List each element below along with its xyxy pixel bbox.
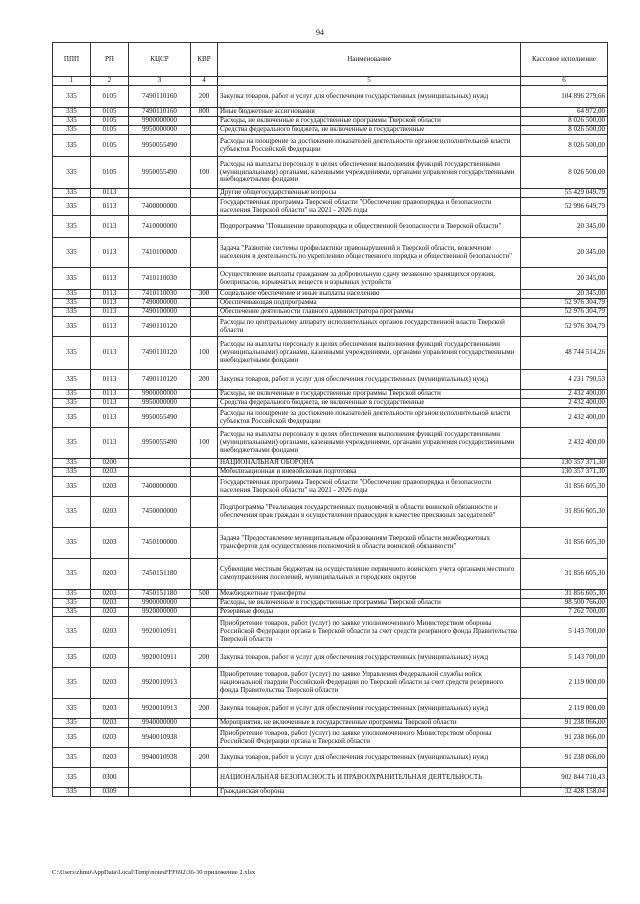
cell-kcsr: 9900000000: [129, 117, 191, 126]
table-row: [53, 370, 608, 390]
cell-amount: 7 262 700,00: [521, 608, 608, 617]
table-row: [53, 728, 608, 748]
cell-kcsr: 7490100000: [129, 308, 191, 317]
cell-rp: 0203: [91, 497, 129, 528]
cell-kcsr: [129, 768, 191, 788]
cell-ppp: 335: [53, 337, 91, 370]
cell-kvr: [191, 728, 218, 748]
cell-name: Осуществление выплаты гражданам за добровольную сдачу незаконно хранящихся оружия, боеприпасов, взрывчатых веществ и взрывных устройств: [218, 268, 521, 290]
header-row: [53, 43, 608, 77]
cell-kvr: [191, 608, 218, 617]
table-row: [53, 216, 608, 238]
cell-ppp: 335: [53, 477, 91, 497]
cell-amount: 31 856 605,30: [521, 497, 608, 528]
table-row: [53, 268, 608, 290]
cell-name: Мобилизационная и вневойсковая подготовка: [218, 468, 521, 477]
cell-kcsr: 9950055490: [129, 135, 191, 157]
cell-amount: 130 357 371,30: [521, 468, 608, 477]
table-row: [53, 390, 608, 399]
cell-kvr: [191, 599, 218, 608]
cell-kcsr: 9950055490: [129, 408, 191, 428]
table-row: [53, 428, 608, 459]
cell-kvr: [191, 189, 218, 198]
cell-rp: 0200: [91, 459, 129, 468]
cell-ppp: 335: [53, 648, 91, 668]
cell-name: Расходы на поощрение за достижение показателей деятельности органов исполнительной власти субъектов Российской Федерации: [218, 135, 521, 157]
cell-name: Задача "Предоставление муниципальным образованиям Тверской области межбюджетных трансфертов для осуществления полномочий в области воинской обязанности": [218, 528, 521, 559]
table-row: [53, 719, 608, 728]
cell-rp: 0203: [91, 608, 129, 617]
cell-ppp: 335: [53, 788, 91, 797]
cell-ppp: 335: [53, 528, 91, 559]
cell-kcsr: 9920010911: [129, 648, 191, 668]
cell-kcsr: 7410110030: [129, 290, 191, 299]
cell-name: Расходы на выплаты персоналу в целях обеспечения выполнения функций государственными (муниципальными) органами, казенными учреждениями, органами управления государственными внебюджетными фондами: [218, 157, 521, 189]
table-row: [53, 117, 608, 126]
cell-kvr: 500: [191, 590, 218, 599]
cell-kcsr: 7490110120: [129, 337, 191, 370]
cell-name: Другие общегосударственные вопросы: [218, 189, 521, 198]
cell-amount: 52 976 304,79: [521, 317, 608, 337]
cell-kcsr: 7400000000: [129, 477, 191, 497]
cell-name: Расходы на поощрение за достижение показателей деятельности органов исполнительной власти субъектов Российской Федерации: [218, 408, 521, 428]
cell-kvr: 100: [191, 428, 218, 459]
table-row: [53, 768, 608, 788]
cell-amount: 8 026 500,00: [521, 135, 608, 157]
cell-kvr: [191, 399, 218, 408]
table-row: [53, 559, 608, 590]
cell-kvr: 200: [191, 699, 218, 719]
cell-name: Субвенции местным бюджетам на осуществление первичного воинского учета органами местного самоуправления поселений, муниципальных и городских округов: [218, 559, 521, 590]
cell-kcsr: 9920000000: [129, 608, 191, 617]
cell-rp: 0203: [91, 477, 129, 497]
table-row: [53, 135, 608, 157]
cell-kvr: [191, 268, 218, 290]
cell-ppp: 335: [53, 308, 91, 317]
header-kcsr: КЦСР: [129, 43, 191, 77]
cell-kvr: [191, 408, 218, 428]
cell-amount: 902 844 710,43: [521, 768, 608, 788]
header-rp: РП: [91, 43, 129, 77]
cell-amount: 52 976 304,79: [521, 308, 608, 317]
cell-kcsr: [129, 189, 191, 198]
cell-rp: 0203: [91, 648, 129, 668]
cell-ppp: 335: [53, 189, 91, 198]
cell-kcsr: 9950000000: [129, 126, 191, 135]
table-row: [53, 599, 608, 608]
column-number: 5: [218, 77, 521, 86]
cell-name: Подпрограмма "Повышение правопорядка и общественной безопасности в Тверской области": [218, 216, 521, 238]
cell-rp: 0113: [91, 317, 129, 337]
cell-kvr: [191, 668, 218, 699]
cell-rp: 0203: [91, 719, 129, 728]
cell-amount: 31 856 605,30: [521, 528, 608, 559]
cell-ppp: 335: [53, 268, 91, 290]
cell-amount: 2 432 400,00: [521, 428, 608, 459]
cell-name: Закупка товаров, работ и услуг для обеспечения государственных (муниципальных) нужд: [218, 748, 521, 768]
header-ppp: ППП: [53, 43, 91, 77]
table-row: [53, 617, 608, 648]
cell-rp: 0113: [91, 238, 129, 268]
table-row: [53, 748, 608, 768]
table-row: [53, 699, 608, 719]
cell-kvr: 100: [191, 157, 218, 189]
cell-amount: 52 996 649,79: [521, 198, 608, 216]
cell-amount: 5 143 700,00: [521, 617, 608, 648]
cell-rp: 0113: [91, 216, 129, 238]
table-row: [53, 648, 608, 668]
cell-name: Расходы, не включенные в государственные программы Тверской области: [218, 390, 521, 399]
cell-amount: 55 429 049,79: [521, 189, 608, 198]
cell-kcsr: 9940000000: [129, 719, 191, 728]
cell-ppp: 335: [53, 238, 91, 268]
table-row: [53, 299, 608, 308]
table-row: [53, 308, 608, 317]
cell-kcsr: 9920010911: [129, 617, 191, 648]
cell-kvr: [191, 238, 218, 268]
cell-name: Задача "Развитие системы профилактики правонарушений в Тверской области, вовлечение населения в деятельность по укреплению общественного порядка и общественной безопасности": [218, 238, 521, 268]
cell-name: Приобретение товаров, работ (услуг) по заявке уполномоченного Министерством обороны Российской Федерации органа в Тверской области: [218, 728, 521, 748]
cell-rp: 0113: [91, 299, 129, 308]
cell-name: Расходы на выплаты персоналу в целях обеспечения выполнения функций государственными (муниципальными) органами, казенными учреждениями, органами управления государственными внебюджетными фондами: [218, 428, 521, 459]
table-row: [53, 408, 608, 428]
cell-amount: 98 500 766,00: [521, 599, 608, 608]
cell-rp: 0113: [91, 337, 129, 370]
cell-kvr: 800: [191, 108, 218, 117]
cell-amount: 4 231 790,53: [521, 370, 608, 390]
cell-kvr: [191, 768, 218, 788]
cell-kcsr: 7410000000: [129, 216, 191, 238]
cell-name: Обеспечение деятельности главного администратора программы: [218, 308, 521, 317]
cell-rp: 0203: [91, 668, 129, 699]
cell-amount: 20 345,00: [521, 238, 608, 268]
cell-kcsr: 7450100000: [129, 528, 191, 559]
cell-name: Приобретение товаров, работ (услуг) по заявке Управления Федеральной службы войск национальной гвардии Российской Федерации по Тверской области за счет средств резервного фонда Правительства Тверской области: [218, 668, 521, 699]
cell-kvr: [191, 126, 218, 135]
table-row: [53, 157, 608, 189]
cell-ppp: 335: [53, 399, 91, 408]
table-row: [53, 788, 608, 797]
cell-ppp: 335: [53, 117, 91, 126]
cell-rp: 0300: [91, 768, 129, 788]
cell-ppp: 335: [53, 370, 91, 390]
cell-kvr: [191, 617, 218, 648]
table-row: [53, 590, 608, 599]
cell-name: Расходы, не включенные в государственные программы Тверской области: [218, 599, 521, 608]
cell-rp: 0113: [91, 290, 129, 299]
cell-name: Подпрограмма "Реализация государственных полномочий в области воинской обязанности и обеспечения прав граждан в осуществлении правосудия в качестве присяжных заседателей": [218, 497, 521, 528]
cell-kvr: [191, 468, 218, 477]
cell-kvr: [191, 308, 218, 317]
cell-name: Государственная программа Тверской области "Обеспечение правопорядка и безопасности населения Тверской области" на 2021 - 2026 годы: [218, 477, 521, 497]
table-row: [53, 497, 608, 528]
footer-file-path: C:\Users\zhmu\AppData\Local\Temp\notesFFF692\36-30 приложение 2.xlsx: [52, 869, 256, 876]
table-row: [53, 198, 608, 216]
cell-ppp: 335: [53, 719, 91, 728]
cell-rp: 0105: [91, 86, 129, 108]
cell-kvr: [191, 788, 218, 797]
cell-kcsr: [129, 459, 191, 468]
table-row: [53, 126, 608, 135]
cell-ppp: 335: [53, 108, 91, 117]
column-number: 4: [191, 77, 218, 86]
cell-name: Социальное обеспечение и иные выплаты населению: [218, 290, 521, 299]
cell-amount: 32 428 158,04: [521, 788, 608, 797]
cell-amount: 20 345,00: [521, 216, 608, 238]
cell-kvr: 200: [191, 648, 218, 668]
cell-ppp: 335: [53, 216, 91, 238]
column-number: 6: [521, 77, 608, 86]
cell-name: Закупка товаров, работ и услуг для обеспечения государственных (муниципальных) нужд: [218, 699, 521, 719]
cell-name: НАЦИОНАЛЬНАЯ БЕЗОПАСНОСТЬ И ПРАВООХРАНИТЕЛЬНАЯ ДЕЯТЕЛЬНОСТЬ: [218, 768, 521, 788]
cell-ppp: 335: [53, 135, 91, 157]
cell-name: Государственная программа Тверской области "Обеспечение правопорядка и безопасности населения Тверской области" на 2021 - 2026 годы: [218, 198, 521, 216]
table-row: [53, 189, 608, 198]
cell-rp: 0203: [91, 559, 129, 590]
cell-name: Иные бюджетные ассигнования: [218, 108, 521, 117]
cell-kcsr: 9950055490: [129, 428, 191, 459]
cell-rp: 0105: [91, 126, 129, 135]
cell-amount: 91 238 066,00: [521, 719, 608, 728]
cell-amount: 5 143 700,00: [521, 648, 608, 668]
table-row: [53, 238, 608, 268]
table-row: [53, 290, 608, 299]
cell-ppp: 335: [53, 157, 91, 189]
cell-amount: 31 856 605,30: [521, 590, 608, 599]
table-row: [53, 337, 608, 370]
cell-name: Расходы, не включенные в государственные программы Тверской области: [218, 117, 521, 126]
cell-kcsr: 7450151180: [129, 559, 191, 590]
cell-kcsr: 7490110160: [129, 86, 191, 108]
cell-ppp: 335: [53, 428, 91, 459]
cell-kvr: [191, 117, 218, 126]
column-number: 3: [129, 77, 191, 86]
cell-amount: 20 345,00: [521, 268, 608, 290]
cell-amount: 2 432 400,00: [521, 390, 608, 399]
cell-kvr: 200: [191, 86, 218, 108]
cell-kvr: [191, 390, 218, 399]
table-row: [53, 317, 608, 337]
cell-kvr: 100: [191, 337, 218, 370]
cell-amount: 2 119 000,00: [521, 699, 608, 719]
cell-rp: 0113: [91, 189, 129, 198]
table-row: [53, 459, 608, 468]
cell-rp: 0113: [91, 268, 129, 290]
cell-kvr: [191, 216, 218, 238]
cell-kvr: [191, 198, 218, 216]
cell-ppp: 335: [53, 290, 91, 299]
cell-rp: 0113: [91, 408, 129, 428]
column-number: 1: [53, 77, 91, 86]
cell-rp: 0203: [91, 590, 129, 599]
cell-name: Закупка товаров, работ и услуг для обеспечения государственных (муниципальных) нужд: [218, 370, 521, 390]
cell-ppp: 335: [53, 468, 91, 477]
cell-kvr: 200: [191, 370, 218, 390]
cell-ppp: 335: [53, 126, 91, 135]
cell-kcsr: 7490000000: [129, 299, 191, 308]
cell-name: Расходы на выплаты персоналу в целях обеспечения выполнения функций государственными (муниципальными) органами, казенными учреждениями, органами управления государственными внебюджетными фондами: [218, 337, 521, 370]
cell-name: Межбюджетные трансферты: [218, 590, 521, 599]
cell-kcsr: 9940010938: [129, 728, 191, 748]
cell-amount: 20 345,00: [521, 290, 608, 299]
cell-amount: 31 856 605,30: [521, 477, 608, 497]
cell-rp: 0105: [91, 108, 129, 117]
header-kvr: КВР: [191, 43, 218, 77]
cell-ppp: 335: [53, 317, 91, 337]
cell-rp: 0113: [91, 308, 129, 317]
cell-ppp: 335: [53, 390, 91, 399]
cell-ppp: 335: [53, 728, 91, 748]
cell-name: Средства федерального бюджета, не включенные в государственные: [218, 126, 521, 135]
cell-rp: 0203: [91, 699, 129, 719]
cell-amount: 2 119 000,00: [521, 668, 608, 699]
cell-amount: 8 026 500,00: [521, 126, 608, 135]
cell-rp: 0105: [91, 117, 129, 126]
cell-kcsr: 9920010913: [129, 699, 191, 719]
cell-kcsr: 9900000000: [129, 390, 191, 399]
cell-ppp: 335: [53, 559, 91, 590]
cell-name: Закупка товаров, работ и услуг для обеспечения государственных (муниципальных) нужд: [218, 648, 521, 668]
cell-kcsr: [129, 468, 191, 477]
cell-kvr: 200: [191, 748, 218, 768]
header-name: Наименование: [218, 43, 521, 77]
cell-ppp: 335: [53, 599, 91, 608]
cell-kvr: [191, 719, 218, 728]
cell-name: Резервные фонды: [218, 608, 521, 617]
cell-name: НАЦИОНАЛЬНАЯ ОБОРОНА: [218, 459, 521, 468]
cell-rp: 0113: [91, 198, 129, 216]
cell-kvr: [191, 135, 218, 157]
cell-rp: 0113: [91, 399, 129, 408]
cell-amount: 52 976 304,79: [521, 299, 608, 308]
cell-amount: 48 744 514,26: [521, 337, 608, 370]
page-number: 94: [316, 28, 324, 37]
cell-ppp: 335: [53, 497, 91, 528]
cell-amount: 130 357 371,30: [521, 459, 608, 468]
cell-kcsr: 7490110120: [129, 317, 191, 337]
cell-amount: 91 238 066,00: [521, 728, 608, 748]
cell-rp: 0113: [91, 428, 129, 459]
cell-rp: 0105: [91, 157, 129, 189]
cell-rp: 0203: [91, 599, 129, 608]
cell-amount: 91 238 066,00: [521, 748, 608, 768]
table-row: [53, 477, 608, 497]
cell-kcsr: 7490110120: [129, 370, 191, 390]
cell-amount: 104 896 279,66: [521, 86, 608, 108]
cell-kcsr: 9950055490: [129, 157, 191, 189]
cell-amount: 2 432 400,00: [521, 399, 608, 408]
cell-kcsr: 9950000000: [129, 399, 191, 408]
cell-amount: 8 026 500,00: [521, 157, 608, 189]
table-row: [53, 668, 608, 699]
cell-amount: 2 432 400,00: [521, 408, 608, 428]
cell-kcsr: 9940010938: [129, 748, 191, 768]
cell-ppp: 335: [53, 608, 91, 617]
cell-ppp: 335: [53, 748, 91, 768]
cell-kvr: [191, 317, 218, 337]
cell-rp: 0309: [91, 788, 129, 797]
cell-kcsr: 7490110160: [129, 108, 191, 117]
table-row: [53, 468, 608, 477]
cell-amount: 64 972,00: [521, 108, 608, 117]
cell-kvr: [191, 477, 218, 497]
cell-name: Расходы по центральному аппарату исполнительных органов государственной власти Тверской области: [218, 317, 521, 337]
cell-rp: 0203: [91, 468, 129, 477]
cell-kvr: 300: [191, 290, 218, 299]
cell-ppp: 335: [53, 459, 91, 468]
header-amount: Кассовое исполнение: [521, 43, 608, 77]
table-row: [53, 399, 608, 408]
cell-rp: 0203: [91, 617, 129, 648]
cell-name: Средства федерального бюджета, не включенные в государственные: [218, 399, 521, 408]
table-row: [53, 528, 608, 559]
cell-ppp: 335: [53, 668, 91, 699]
cell-kcsr: 9900000000: [129, 599, 191, 608]
cell-kvr: [191, 559, 218, 590]
cell-rp: 0203: [91, 528, 129, 559]
cell-rp: 0203: [91, 748, 129, 768]
cell-ppp: 335: [53, 590, 91, 599]
cell-kcsr: 7410110030: [129, 268, 191, 290]
cell-kvr: [191, 299, 218, 308]
budget-execution-table: [52, 42, 608, 797]
cell-kvr: [191, 528, 218, 559]
column-number-row: [53, 77, 608, 86]
cell-name: Мероприятия, не включенные в государственные программы Тверской области: [218, 719, 521, 728]
cell-name: Приобретение товаров, работ (услуг) по заявке уполномоченного Министерством обороны Российской Федерации органа в Тверской области за счет средств резервного фонда Правительства Тверской области: [218, 617, 521, 648]
cell-kcsr: 7450151180: [129, 590, 191, 599]
table-row: [53, 108, 608, 117]
column-number: 2: [91, 77, 129, 86]
cell-amount: 8 026 500,00: [521, 117, 608, 126]
cell-kvr: [191, 497, 218, 528]
cell-kvr: [191, 459, 218, 468]
cell-rp: 0105: [91, 135, 129, 157]
cell-ppp: 335: [53, 299, 91, 308]
cell-ppp: 335: [53, 617, 91, 648]
cell-ppp: 335: [53, 768, 91, 788]
cell-name: Закупка товаров, работ и услуг для обеспечения государственных (муниципальных) нужд: [218, 86, 521, 108]
cell-ppp: 335: [53, 86, 91, 108]
cell-rp: 0203: [91, 728, 129, 748]
cell-kcsr: 7400000000: [129, 198, 191, 216]
cell-kcsr: [129, 788, 191, 797]
cell-name: Гражданская оборона: [218, 788, 521, 797]
cell-ppp: 335: [53, 699, 91, 719]
cell-ppp: 335: [53, 198, 91, 216]
table-row: [53, 608, 608, 617]
cell-amount: 31 856 605,30: [521, 559, 608, 590]
cell-kcsr: 7450000000: [129, 497, 191, 528]
table-row: [53, 86, 608, 108]
cell-rp: 0113: [91, 370, 129, 390]
cell-kcsr: 7410100000: [129, 238, 191, 268]
cell-ppp: 335: [53, 408, 91, 428]
cell-kcsr: 9920010913: [129, 668, 191, 699]
cell-name: Обеспечивающая подпрограмма: [218, 299, 521, 308]
cell-rp: 0113: [91, 390, 129, 399]
